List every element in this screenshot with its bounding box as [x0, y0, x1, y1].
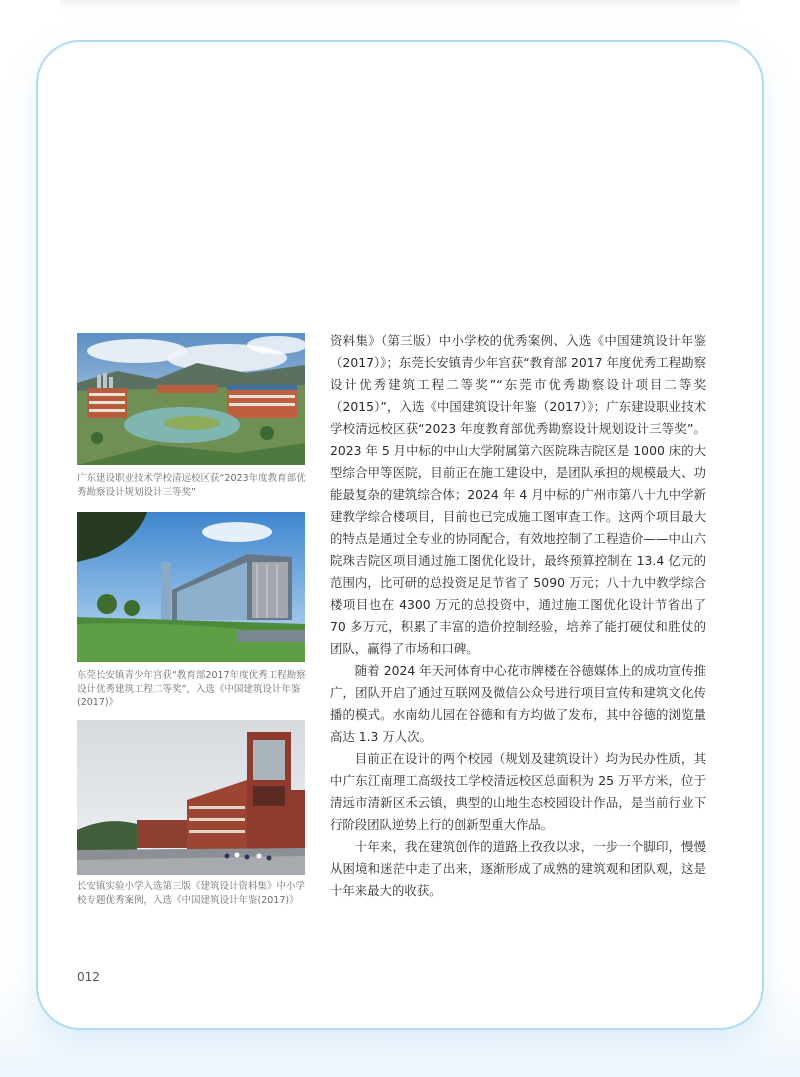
page-number: 012: [77, 970, 100, 984]
paragraph-4: 十年来，我在建筑创作的道路上孜孜以求，一步一个脚印，慢慢从困境和迷茫中走了出来，逐渐形成了成熟的建筑观和团队观，这是十年来最大的收获。: [330, 839, 706, 898]
paragraph-2: 随着 2024 年天河体育中心花市牌楼在谷德媒体上的成功宣传推广，团队开启了通过互联网及微信公众号进行项目宣传和建筑文化传播的模式。水南幼儿园在谷德和有方均做了发布，其中谷德的浏览量高达 1.3 万人次。: [330, 663, 706, 744]
caption-2: 东莞长安镇青少年宫获“教育部2017年度优秀工程勘察设计优秀建筑工程二等奖”，入选《中国建筑设计年鉴(2017)》: [77, 670, 306, 708]
article-body: [330, 330, 706, 902]
paragraph-3: 目前正在设计的两个校园（规划及建筑设计）均为民办性质，其中广东江南理工高级技工学校清远校区总面积为 25 万平方米，位于清远市清新区禾云镇，典型的山地生态校园设计作品，是当前行业下行阶段团队逆势上行的创新型重大作品。: [330, 751, 706, 832]
caption-3: 长安镇实验小学入选第三版《建筑设计资料集》中小学校专题优秀案例，入选《中国建筑设计年鉴(2017)》: [77, 881, 306, 906]
photo-changan-primary-school: [77, 720, 305, 875]
paragraph-1: 资料集》（第三版）中小学校的优秀案例、入选《中国建筑设计年鉴（2017）》；东莞长安镇青少年宫获“教育部 2017 年度优秀工程勘察设计优秀建筑工程二等奖”“东莞市优秀勘察设计项目二等奖（2015）”，入选《中国建筑设计年鉴（2017）》；广东建设职业技术学校清远校区获“2023 年度教育部优秀勘察设计规划设计三等奖”。2023 年 5 月中标的中山大学附属第六医院珠吉院区是 1000 床的大型综合甲等医院，目前正在施工建设中，是团队承担的规模最大、功能最复杂的建筑综合体；2024 年 4 月中标的广州市第八十九中学新建教学综合楼项目，目前也已完成施工图审查工作。这两个项目最大的特点是通过全专业的协同配合，有效地控制了工程造价——中山六院珠吉院区项目通过施工图优化设计，最终预算控制在 13.4 亿元的范围内，比可研的总投资足足节省了 5090 万元；八十九中教学综合楼项目也在 4300 万元的总投资中，通过施工图优化设计节省出了 70 多万元，积累了丰富的造价控制经验，培养了能打硬仗和胜仗的团队，赢得了市场和口碑。: [330, 333, 706, 656]
photo-changan-youth-palace: [77, 512, 305, 662]
caption-1: 广东建设职业技术学校清远校区获“2023年度教育部优秀勘察设计规划设计三等奖”: [77, 473, 306, 498]
photo-qingyuan-campus: [77, 333, 305, 465]
previous-page-edge: [60, 0, 740, 10]
